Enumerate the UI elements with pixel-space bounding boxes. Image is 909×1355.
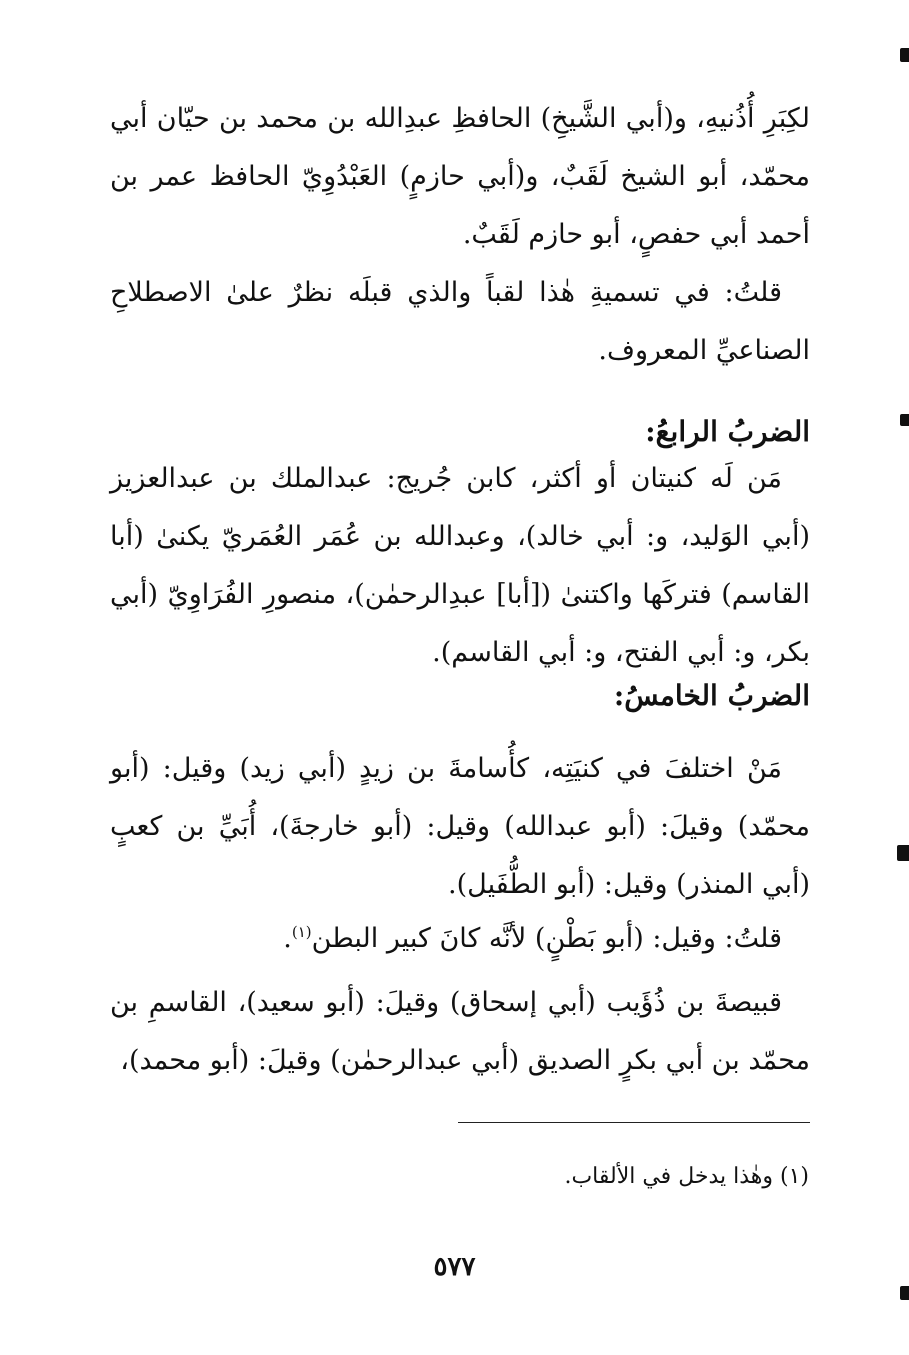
paragraph-2: قلتُ: في تسميةِ هٰذا لقباً والذي قبلَه نظرٌ علىٰ الاصطلاحِ الصناعيِّ المعروف. (110, 277, 810, 366)
scan-edge-mark-4 (900, 1286, 909, 1300)
paragraph-5-tail: . (283, 923, 292, 954)
paragraph-5 (110, 910, 810, 968)
scan-edge-mark-2 (900, 414, 909, 426)
scan-edge-mark-1 (900, 48, 909, 62)
page-body (110, 90, 810, 1290)
footnote-1: (١) وهٰذا يدخل في الألقاب. (564, 1164, 809, 1189)
footnote-divider (458, 1122, 810, 1123)
page-number: ٥٧٧ (433, 1252, 476, 1282)
paragraph-5-text: قلتُ: وقيل: (أبو بَطْنٍ) لأنَّه كانَ كبير البطن (311, 923, 782, 954)
scan-edge-mark-3 (897, 845, 909, 861)
paragraph-4: مَنْ اختلفَ في كنيَتِه، كأُسامةَ بن زيدٍ (أبي زيد) وقيل: (أبو محمّد) وقيلَ: (أبو عبدالله) وقيل: (أبو خارجةَ)، أُبَيِّ بن كعبٍ (أبي المنذر) وقيل: (أبو الطُّفَيل). (110, 753, 810, 900)
paragraph-1: لكِبَرِ أُذُنيهِ، و(أبي الشَّيخِ) الحافظِ عبدِالله بن محمد بن حيّان أبي محمّد، أبو الشيخ لَقَبٌ، و(أبي حازمٍ) العَبْدُوِيّ الحافظ عمر بن أحمد أبي حفصٍ، أبو حازم لَقَبٌ. (110, 103, 810, 250)
heading-fourth-type: الضربُ الرابعُ: (645, 415, 810, 448)
heading-fifth-type: الضربُ الخامسُ: (613, 679, 810, 712)
paragraph-3: مَن لَه كنيتان أو أكثر، كابن جُريج: عبدالملك بن عبدالعزيز (أبي الوَليد، و: أبي خالد)، وعبدالله بن عُمَر العُمَريّ يكنىٰ (أبا القاسم) فتركَها واكتنىٰ ([أبا] عبدِالرحمٰن)، منصورِ الفُرَاوِيّ (أبي بكر، و: أبي الفتح، و: أبي القاسم). (110, 463, 810, 668)
footnote-reference: (١) (291, 923, 312, 941)
paragraph-6: قبيصةَ بن ذُؤَيب (أبي إسحاق) وقيلَ: (أبو سعيد)، القاسمِ بن محمّد بن أبي بكرٍ الصديق (أبي عبدالرحمٰن) وقيلَ: (أبو محمد)، (110, 987, 810, 1076)
